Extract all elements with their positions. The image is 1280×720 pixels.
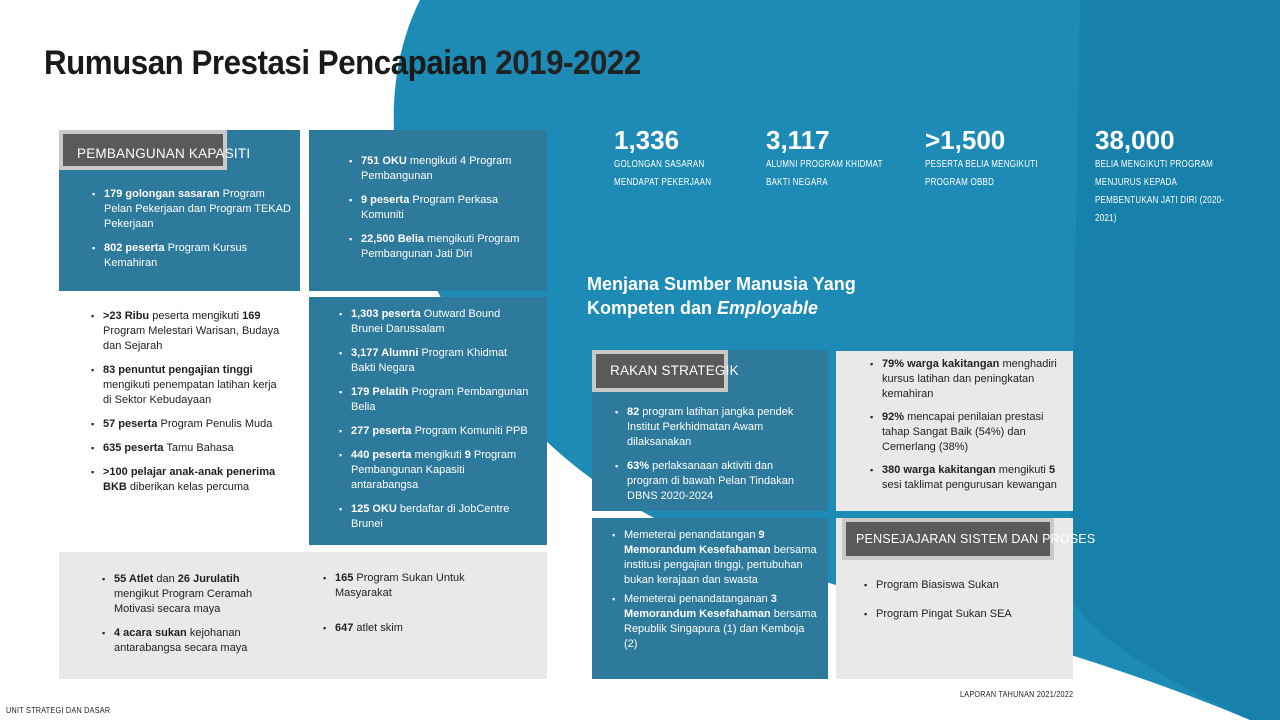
list-item: ▪ 55 Atlet dan 26 Jurulatih mengikut Program Ceramah Motivasi secara maya: [102, 572, 272, 617]
page-title: Rumusan Prestasi Pencapaian 2019-2022: [44, 44, 641, 82]
list-item: ▪ 179 golongan sasaran Program Pelan Pekerjaan dan Program TEKAD Pekerjaan: [92, 187, 292, 232]
list-item: ▪ Memeterai penandatanganan 3 Memorandum Kesefahaman bersama Republik Singapura (1) dan Kemboja (2): [612, 592, 818, 652]
list-item: ▪ >100 pelajar anak-anak penerima BKB diberikan kelas percuma: [91, 465, 288, 495]
memorandum-list: [612, 528, 818, 652]
list-item: ▪ >23 Ribu peserta mengikuti 169 Program Melestari Warisan, Budaya dan Sejarah: [91, 309, 288, 354]
kakitangan-list: [870, 357, 1063, 493]
stat-label: BELIA MENGIKUTI PROGRAM MENJURUS KEPADA PEMBENTUKAN JATI DIRI (2020-2021): [1095, 159, 1225, 224]
tagline: Menjana Sumber Manusia Yang Kompeten dan Employable: [587, 274, 856, 318]
stat-1: [614, 125, 754, 192]
sukan-list-left: [102, 572, 272, 665]
list-item: ▪ 92% mencapai penilaian prestasi tahap Sangat Baik (54%) dan Cemerlang (38%): [870, 410, 1063, 455]
list-item: ▪ 165 Program Sukan Untuk Masyarakat: [323, 571, 513, 601]
list-item: ▪ 83 penuntut pengajian tinggi mengikuti penempatan latihan kerja di Sektor Kebudayaan: [91, 363, 288, 408]
pensejajaran-tab: PENSEJAJARAN SISTEM DAN PROSES: [842, 518, 1054, 560]
list-item: ▪ 179 Pelatih Program Pembangunan Belia: [339, 385, 533, 415]
pembangunan-kapasiti-list: [92, 187, 292, 280]
title-year: 2019-2022: [495, 44, 641, 82]
oku-program-panel: [309, 130, 547, 291]
belia-program-list: [339, 307, 533, 532]
footer-report: LAPORAN TAHUNAN 2021/2022: [960, 689, 1074, 699]
stat-value: 38,000: [1095, 125, 1175, 155]
budaya-list: [91, 309, 288, 495]
pembangunan-kapasiti-tab: PEMBANGUNAN KAPASITI: [59, 130, 227, 170]
list-item: ▪ 9 peserta Program Perkasa Komuniti: [349, 193, 527, 223]
pensejajaran-list: [864, 578, 1054, 631]
budaya-panel: [59, 297, 300, 545]
belia-program-panel: [309, 297, 547, 545]
list-item: ▪ 647 atlet skim: [323, 621, 513, 636]
rakan-strategik-tab: RAKAN STRATEGIK: [592, 350, 728, 392]
stat-3: [925, 125, 1075, 192]
list-item: ▪ 277 peserta Program Komuniti PPB: [339, 424, 533, 439]
stat-label: ALUMNI PROGRAM KHIDMAT BAKTI NEGARA: [766, 159, 883, 188]
list-item: ▪ 22,500 Belia mengikuti Program Pembangunan Jati Diri: [349, 232, 527, 262]
stat-value: >1,500: [925, 125, 1006, 155]
stat-label: PESERTA BELIA MENGIKUTI PROGRAM OBBD: [925, 159, 1038, 188]
list-item: ▪ Memeterai penandatangan 9 Memorandum Kesefahaman bersama institusi pengajian tinggi, pertubuhan bukan kerajaan dan swasta: [612, 528, 818, 588]
list-item: ▪ 57 peserta Program Penulis Muda: [91, 417, 288, 432]
list-item: ▪ 3,177 Alumni Program Khidmat Bakti Negara: [339, 346, 533, 376]
rakan-strategik-list: [615, 405, 815, 513]
stat-2: [766, 125, 906, 192]
memorandum-panel: [592, 518, 828, 679]
list-item: ▪ 79% warga kakitangan menghadiri kursus latihan dan peningkatan kemahiran: [870, 357, 1063, 402]
list-item: ▪ 4 acara sukan kejohanan antarabangsa secara maya: [102, 626, 272, 656]
list-item: ▪ 635 peserta Tamu Bahasa: [91, 441, 288, 456]
list-item: ▪ 82 program latihan jangka pendek Institut Perkhidmatan Awam dilaksanakan: [615, 405, 815, 450]
stat-value: 1,336: [614, 125, 680, 155]
stat-label: GOLONGAN SASARAN MENDAPAT PEKERJAAN: [614, 159, 712, 188]
list-item: ▪ 802 peserta Program Kursus Kemahiran: [92, 241, 292, 271]
footer-unit: UNIT STRATEGI DAN DASAR: [6, 705, 111, 715]
list-item: ▪ 380 warga kakitangan mengikuti 5 sesi taklimat pengurusan kewangan: [870, 463, 1063, 493]
list-item: ▪ Program Biasiswa Sukan: [864, 578, 1054, 593]
sukan-list-right: [323, 571, 513, 645]
list-item: ▪ Program Pingat Sukan SEA: [864, 607, 1054, 622]
stat-value: 3,117: [766, 125, 830, 155]
list-item: ▪ 1,303 peserta Outward Bound Brunei Darussalam: [339, 307, 533, 337]
list-item: ▪ 440 peserta mengikuti 9 Program Pembangunan Kapasiti antarabangsa: [339, 448, 533, 493]
list-item: ▪ 125 OKU berdaftar di JobCentre Brunei: [339, 502, 533, 532]
stat-4: [1095, 125, 1245, 228]
list-item: ▪ 63% perlaksanaan aktiviti dan program di bawah Pelan Tindakan DBNS 2020-2024: [615, 459, 815, 504]
list-item: ▪ 751 OKU mengikuti 4 Program Pembangunan: [349, 154, 527, 184]
oku-program-list: [349, 154, 527, 262]
kakitangan-panel: [836, 351, 1073, 511]
